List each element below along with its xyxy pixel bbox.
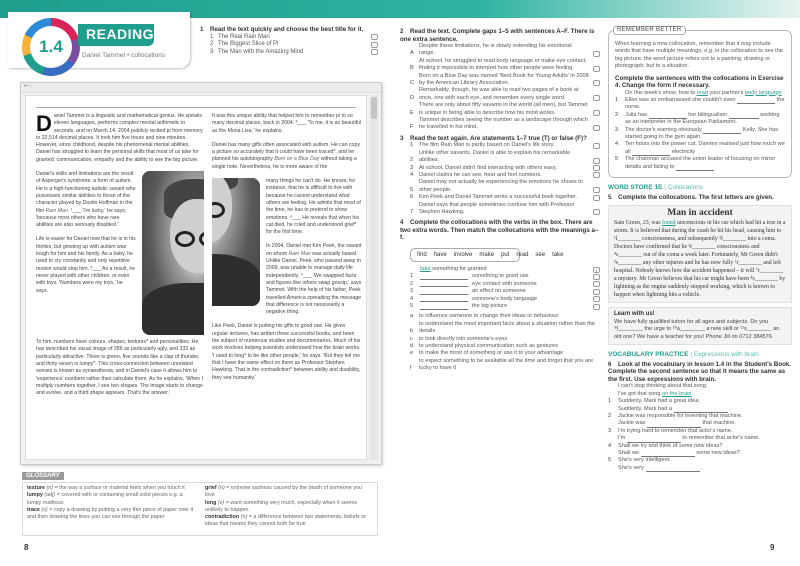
statement-text: At school, Daniel didn't find interacting with others easy.	[419, 164, 557, 171]
true-false-statement	[410, 179, 600, 194]
answer-checkbox[interactable]	[593, 125, 600, 131]
daniel-tammet-photo	[142, 171, 204, 335]
meaning-letter: a	[410, 313, 414, 320]
glossary-entry	[27, 507, 195, 522]
sentence-option	[410, 43, 600, 58]
paragraph-6: Daniel has many gifts often associated with autism. He can copy a picture so accurately that it could have been traced*, and he planned his autobiography	[212, 141, 360, 163]
glossary-definition: = copy a drawing by putting a very thin piece of paper over it and then drawing the lines you can see through the paper	[27, 506, 194, 521]
collocation-text: an effect on someone	[472, 288, 526, 295]
option-text: The Man with the Amazing Mind	[218, 48, 304, 55]
item-number: 3	[410, 288, 414, 295]
lesson-header	[8, 12, 190, 68]
exercise-3-instruction: 3 Read the text again. Are statements 1–7 true (T) or false (F)?	[400, 134, 587, 142]
paragraph-2: Daniel's skills and limitations are the result of Asperger's syndrome, a form of autism. He is a high-functioning autistic savant who possesses similar abilities to those of the character played by Dustin Hoffman in the film	[36, 171, 136, 214]
answer-checkbox[interactable]	[593, 66, 600, 72]
true-false-statement	[410, 165, 600, 172]
second-sentence	[618, 406, 731, 413]
exercise-1-instruction: 1 Read the text quickly and choose the best title for it.	[200, 26, 364, 33]
remember-instruction: Complete the sentences with the collocations in Exercise 4. Change the form if necessary.	[615, 74, 784, 90]
match-box[interactable]	[593, 304, 600, 310]
sentence-part: Kelly. She has started going to the gym again.	[625, 126, 779, 141]
collocation-text: the big picture	[472, 302, 508, 309]
daniel-tammet-photo-right-half	[212, 178, 260, 306]
sentence-option	[410, 102, 600, 117]
collocation-item	[410, 273, 600, 280]
title-option	[210, 49, 378, 57]
meaning-text: to understand physical communication such as gestures	[419, 343, 558, 349]
option-number: 2	[210, 41, 214, 47]
glossary-definition: = want something very much, especially when it seems unlikely to happen	[205, 499, 358, 513]
glossary-definition: = extreme sadness caused by the death of someone you love	[205, 485, 362, 499]
answer-checkbox[interactable]	[593, 195, 600, 201]
meaning-text: to expect something to be available all the time and forget that you are lucky to have it	[419, 357, 594, 372]
sentence-part: working as an interpreter in the European Parliament.	[625, 111, 780, 126]
remember-example: On this week's show, how to read your partner's body language	[625, 89, 782, 96]
paragraph-6-end: many things he can't do. He knows, for instance, that he is difficult to live with because he cannot understand what others are feeling. He admits that most of the time, he has to pretend to show emotions. ⁴___ He reveals that when his cat died, he cried and understood grief* for the first time.	[266, 178, 361, 236]
exercises-column	[400, 26, 600, 373]
glossary-entry	[205, 500, 373, 515]
second-sentence	[618, 450, 740, 457]
option-number: 1	[210, 33, 214, 40]
rewrite-text	[618, 443, 740, 458]
sentence-text: Born on a Blue Day was named 'Best Book for Young Adults' in 2008 by the American Library Association.	[419, 72, 589, 87]
sentence-text: Despite these limitations, he is slowly extending his emotional range.	[419, 43, 572, 57]
news-article	[608, 205, 792, 303]
film-title: Rain Man	[45, 207, 68, 214]
statement-number: 2	[410, 157, 414, 164]
item-number: 2	[410, 280, 414, 287]
meaning-item	[410, 343, 600, 350]
sentence-letter: A	[410, 50, 414, 57]
answer-blank[interactable]	[420, 274, 468, 280]
rewrite-text	[618, 413, 743, 428]
exercise-4-example	[410, 266, 600, 273]
exercise-1	[200, 26, 378, 56]
rewrite-item	[608, 413, 792, 428]
section-label: READING	[78, 24, 154, 46]
sentence-item	[615, 112, 785, 127]
sentence-part: Suddenly, Mark had a	[618, 405, 673, 412]
box-word: see	[535, 251, 546, 258]
collocation-text: eye contact with someone	[472, 280, 537, 287]
collocation-item	[410, 303, 600, 310]
paragraph-4: To him, numbers have colours, shapes, textures* and personalities. He has described his visual image of 289 as particularly ugly, and 333 as particularly attractive. Three is green, five sounds like a clap of thunder, and thirty-seven is lumpy*. This cross-connection between unrelated senses is known as synaesthesia, and in Daniel's case it allows him to 'experience' numbers rather than calculate them. As he explains, 'When I multiply numbers together, I see two shapes. The image starts to change and evolve, and a third shape appears. That's the answer.'	[36, 339, 204, 397]
sentence-letter: F	[410, 124, 414, 131]
answer-blank[interactable]	[420, 304, 468, 310]
sentence-part: The doctor's warning obviously	[625, 126, 702, 133]
option-text: The Biggest Slice of Pi	[218, 41, 279, 47]
answer-checkbox[interactable]	[593, 172, 600, 178]
match-box[interactable]	[593, 289, 600, 295]
rewrite-item	[608, 457, 792, 472]
answer-checkbox[interactable]	[371, 42, 378, 48]
sentence-part: her bilingualism	[688, 111, 728, 118]
sentence-part: some new ideas?	[696, 449, 740, 456]
sentence-part: the nurse.	[625, 97, 785, 111]
statement-number: 6	[410, 194, 414, 201]
sentence-text	[625, 156, 785, 171]
statement-number: 5	[410, 186, 414, 193]
answer-checkbox[interactable]	[593, 158, 600, 164]
paragraph-8: Like Peek, Daniel is putting his gifts to good use. He gives regular lectures, has written three successful books, and been the subject of numerous studies and documentaries. Much of his work involves helping scientists understand how the brain works. 'I used to long* to be like other people,' he says. 'But they tell me that I have the same effect on them as Professor Stephen Hawking. That in the contradiction* between ability and disability, they see humanity.'	[212, 323, 361, 381]
glossary-pos: (n)	[218, 485, 225, 491]
meaning-letter: e	[410, 350, 414, 357]
paragraph-5: It was this unique ability that helped him to remember pi to so many decimal places, back in 2004. ³___ 'To me, it is as beautiful as the Mona Lisa,' he explains.	[212, 113, 362, 134]
item-number: 2	[608, 412, 612, 419]
meaning-text: to look directly into someone's eyes	[419, 335, 508, 342]
sentence-part: Ten hours into the power cut, Damien realised just how much we all	[625, 141, 785, 155]
right-column	[608, 26, 792, 472]
sentence-letter: D	[410, 94, 415, 101]
title-option	[210, 41, 378, 49]
advert-box	[608, 307, 792, 345]
window-controls[interactable]: ●○○	[21, 83, 381, 93]
glossary-word: contradiction	[205, 514, 240, 521]
news-headline: Man in accident	[667, 208, 733, 218]
glossary	[22, 482, 378, 536]
exercise-6-instruction: 6 Look at the vocabulary in lesson 1.4 in the Student's Book. Complete the second sentence so that it means the same as the first. Use expressions with brain.	[608, 360, 792, 383]
answer-blank[interactable]	[646, 466, 700, 472]
glossary-pos: (n)	[240, 514, 248, 521]
example-answer: take	[420, 265, 431, 272]
lesson-badge	[22, 18, 80, 76]
option-number: 3	[210, 48, 214, 55]
first-sentence: She's very intelligent.	[618, 457, 671, 464]
page-number-right: 9	[770, 543, 775, 552]
sentence-item	[615, 141, 785, 156]
sentence-part: .	[701, 464, 703, 471]
example-match-box: f	[593, 267, 600, 273]
glossary-label: GLOSSARY	[22, 472, 64, 480]
true-false-statement	[410, 150, 600, 165]
glossary-pos: (v)	[217, 499, 225, 506]
sentence-part: Shall we	[618, 449, 640, 456]
paragraph-7: In 2004, Daniel met Kim Peek, the savant on whom	[266, 243, 362, 257]
sentence-part: The chairman accused the union leader of focusing on minor details and failing to	[625, 156, 776, 170]
item-number: 2	[615, 111, 619, 118]
glossary-word: grief	[205, 485, 217, 491]
sentence-part: that machine.	[702, 420, 737, 427]
film-title-2: Rain Man	[288, 250, 311, 257]
answer-checkbox[interactable]	[371, 49, 378, 55]
sentence-text: Tammet describes seeing the number as a landscape through which he travelled in his mind.	[419, 117, 588, 131]
box-word: put	[501, 251, 510, 258]
glossary-definition: = covered with or containing small solid pieces e.g. a lumpy mattress	[27, 492, 183, 506]
divider	[36, 107, 356, 108]
first-sentence: Shall we try and think of some new ideas?	[618, 442, 723, 449]
sentence-text	[625, 97, 785, 112]
match-box[interactable]	[593, 296, 600, 302]
answer-checkbox[interactable]	[593, 110, 600, 116]
glossary-word: long	[205, 499, 217, 506]
first-sentence: Suddenly, Mark had a great idea.	[618, 398, 700, 405]
rewrite-item	[608, 443, 792, 458]
sentence-option	[410, 73, 600, 88]
scrollbar-thumb[interactable]	[371, 97, 377, 119]
glossary-pos: (v)	[41, 506, 48, 513]
statement-text: The film Rain Man is partly based on Daniel's life story.	[419, 142, 555, 149]
paragraph-1: aniel Tammet is a linguistic and mathematical genius. He speaks eleven languages, performs complex mental arithmetic in seconds, and on March 14, 2004 publicly recited pi from memory to 22,514 decimal places. It took him five hours and nine minutes. However, since childhood, despite his phenomenal mental abilities, Daniel has struggled to learn the personal skills that most of us take for granted: communication, empathy and the ability to see the big picture.	[36, 113, 203, 163]
article-col-right	[212, 113, 362, 389]
remember-better-label: REMEMBER BETTER	[613, 26, 686, 35]
collocation-item	[410, 288, 600, 295]
answer-checkbox[interactable]	[371, 34, 378, 40]
true-false-statement	[410, 202, 600, 217]
rewrite-item	[608, 428, 792, 443]
answer-blank[interactable]	[420, 281, 468, 287]
box-word: read	[516, 251, 529, 258]
match-box[interactable]	[593, 281, 600, 287]
answer-blank[interactable]	[737, 98, 775, 104]
second-sentence	[618, 465, 703, 472]
statement-text: Unlike other savants, Daniel is able to explain his remarkable abilities.	[419, 149, 571, 164]
sentence-part: Ellen was so embarrassed she couldn't even	[625, 97, 736, 104]
item-number: 5	[608, 457, 612, 464]
exercise-2-instruction: 2 Read the text. Complete gaps 1–5 with sentences A–F. There is one extra sentence.	[400, 28, 595, 43]
article-window	[20, 82, 382, 465]
meaning-letter: c	[410, 335, 413, 342]
sentence-letter: E	[410, 109, 414, 116]
rewrite-item	[608, 398, 792, 413]
statement-number: 7	[410, 209, 414, 216]
article-body	[25, 95, 367, 460]
sentence-option	[410, 87, 600, 102]
sentence-part: Julia has	[625, 111, 648, 118]
collocation-text: something to good use	[472, 273, 529, 280]
sentence-part: .	[729, 405, 731, 412]
glossary-entry	[27, 492, 195, 507]
sentence-option	[410, 117, 600, 132]
answer-blank[interactable]	[703, 128, 741, 134]
page-number-left: 8	[24, 543, 29, 552]
meaning-item	[410, 313, 600, 320]
article-col-left	[36, 113, 204, 404]
statement-text: Daniel may not actually be experiencing the emotions he shows to other people.	[419, 179, 583, 193]
collocation-text: someone's body language	[472, 295, 538, 302]
remember-better-text: When learning a new collocation, remember that it may include words that have multiple meanings, e.g. in the collocation to see the big picture, the word picture refers not to a painting, drawing or photograph, but to a situation.	[615, 41, 783, 70]
advert-title: Learn with us!	[614, 311, 655, 317]
vocab-practice-title: VOCABULARY PRACTICE | Expressions with brain	[608, 351, 759, 359]
lesson-number: 1.4	[30, 26, 72, 68]
statement-number: 4	[410, 172, 414, 178]
remember-better-box	[608, 27, 792, 178]
item-number: 5	[410, 302, 414, 309]
sentence-item	[615, 97, 785, 112]
box-word: have	[433, 251, 447, 258]
sentence-text: Remarkably, though, he was able to read two pages of a book at once, one with each eye, and remember every single word.	[419, 87, 579, 101]
statement-text: Kim Peek and Daniel Tammet wrote a successful book together.	[419, 194, 578, 201]
sentence-text	[625, 112, 785, 127]
glossary-definition: = the way a surface or material feels when you touch it	[54, 485, 185, 491]
box-word: involve	[453, 251, 473, 258]
exercise-4-instruction: 4 Complete the collocations with the verbs in the box. There are two extra words. Then match the collocations with the meanings a–f.	[400, 219, 599, 242]
box-word: take	[552, 251, 564, 258]
item-number: 3	[608, 427, 612, 434]
second-sentence	[618, 420, 743, 427]
statement-text: Daniel says that people sometimes confuse him with Professor Stephen Hawking.	[419, 201, 575, 216]
meaning-item	[410, 350, 600, 357]
lesson-subtitle: Daniel Tammet • collocations	[82, 52, 166, 59]
sentence-text: At school, he struggled to read body language or make eye contact, finding it impossible to interpret how other people were feeling.	[419, 57, 587, 72]
match-box[interactable]	[593, 274, 600, 280]
rewrite-text	[618, 457, 703, 472]
title-option	[210, 34, 378, 42]
box-word: make	[479, 251, 495, 258]
glossary-word: texture	[27, 485, 45, 491]
true-false-statement	[410, 194, 600, 201]
meaning-item	[410, 321, 600, 336]
statement-number: 1	[410, 142, 414, 149]
paragraph-6-mid: without taking a single note. Nevertheless, he is more aware of the	[212, 156, 357, 170]
meaning-letter: f	[410, 365, 412, 372]
item-number: 1	[615, 97, 619, 104]
sentence-option	[410, 58, 600, 73]
answer-checkbox[interactable]	[593, 187, 600, 193]
news-text: Sam Green, 23, was found unconscious in his car which had hit a tree in a storm. It is believed that during the crash he hit his head, causing him to ¹l________ consciousness, and subsequently ²f________ into a coma. Doctors have confirmed that he ³r________ consciousness and ⁴c________ out of the coma a week later. Fortunately, Mr Green didn't ⁵s________ any other injuries and he has now fully ⁶r________ and left hospital. Nobody knows how the accident happened – it will ⁷r________ a mystery. Mr Green believes that his car might have been ⁸s________ by lightning as the engine suddenly stopped working, which is known to happen when lightning hits a vehicle.	[614, 220, 786, 298]
rewrite-text	[618, 398, 731, 413]
first-sentence: I'm trying hard to remember that actor's name.	[618, 427, 733, 434]
word-store-title: WORD STORE 1E | Collocations	[608, 184, 704, 192]
meaning-item	[410, 336, 600, 343]
exercise-5-instruction: 5 Complete the collocations. The first letters are given.	[608, 193, 774, 201]
word-box	[410, 248, 564, 262]
item-number: 1	[410, 273, 414, 280]
sentence-part: I'm	[618, 435, 626, 442]
glossary-word: trace	[27, 506, 40, 513]
meaning-letter: d	[410, 343, 414, 349]
book-title: Born on a Blue Day	[274, 156, 320, 163]
glossary-entry	[205, 485, 373, 500]
item-number: 5	[615, 156, 619, 163]
dropcap: D	[36, 111, 52, 136]
collocation-item	[410, 281, 600, 288]
item-number: 4	[608, 442, 612, 449]
sentence-part: electricity	[671, 148, 696, 155]
glossary-pos: (adj)	[44, 492, 56, 499]
answer-checkbox[interactable]	[593, 143, 600, 149]
paragraph-2-end: . ¹___ 'I'm lucky,' he says, 'because most others who have rare abilities are also seriously disabled.'	[36, 207, 127, 229]
second-sentence	[618, 435, 760, 442]
answer-checkbox[interactable]	[593, 95, 600, 101]
paragraph-3: Life is easier for Daniel now that he is in his thirties, but growing up with autism was tough for him and his family. As a baby, he used to cry constantly and only repetitive motion would stop him. ²___ As a result, he never played with other children, or even with toys. 'Numbers were my toys,' he says.	[36, 236, 136, 294]
item-number: 1	[608, 398, 612, 405]
sentence-letter: B	[410, 65, 414, 72]
scrollbar[interactable]	[370, 95, 378, 460]
paragraph-7-end: was actually based. Unlike Daniel, Peek, who passed away in 2009, was unable to manage daily life independently. ⁵___ 'We swapped facts and figures like others swap gossip,' says Tammet. With the help of his father, Peek travelled America spreading the message that difference is not necessarily a negative thing.	[266, 250, 362, 316]
statement-text: Daniel claims he can see, hear and feel numbers.	[419, 172, 542, 178]
sentence-part: Jackie was	[618, 420, 646, 427]
box-word: find	[417, 251, 427, 258]
sentence-part: to remember that actor's name.	[682, 435, 760, 442]
example-text: something for granted	[432, 265, 487, 272]
sentence-text: There are only about fifty savants in the world (all men), but Tammet is unique in being able to describe how his mind works.	[419, 102, 588, 116]
item-number: 4	[410, 295, 414, 302]
glossary-entry	[205, 514, 373, 529]
sentence-part: She's very	[618, 464, 644, 471]
sentence-item	[615, 127, 785, 142]
option-text: The Real Rain Man	[218, 33, 270, 40]
answer-checkbox[interactable]	[593, 209, 600, 215]
answer-blank[interactable]	[420, 289, 468, 295]
item-number: 4	[615, 141, 619, 148]
collocation-item	[410, 296, 600, 303]
glossary-word: lumpy	[27, 492, 43, 499]
statement-number: 3	[410, 164, 414, 171]
answer-checkbox[interactable]	[593, 80, 600, 86]
sentence-text	[625, 141, 785, 156]
glossary-entry	[27, 485, 195, 492]
advert-text: We have fully qualified tutors for all ages and subjects. Do you ⁹f________ the urge to ¹⁰a________ a new skill or ¹¹s________ an old one? We have a teacher for you! Phone Jill on 0712 384576.	[614, 318, 780, 340]
sentence-item	[615, 156, 785, 171]
answer-blank[interactable]	[676, 165, 714, 171]
vocab-example: I can't stop thinking about that song. I've got that song on the brain.	[618, 383, 708, 397]
meaning-text: to influence someone to change their ideas or behaviour	[419, 313, 559, 320]
rewrite-text	[618, 428, 760, 443]
item-number: 3	[615, 126, 619, 133]
answer-checkbox[interactable]	[593, 165, 600, 171]
answer-checkbox[interactable]	[593, 51, 600, 57]
sentence-letter: C	[410, 80, 415, 87]
meaning-text: to make the most of something or use it to your advantage	[419, 350, 564, 357]
true-false-statement	[410, 172, 600, 179]
glossary-definition: = a difference between two statements, beliefs or ideas that means they cannot both be true	[205, 514, 366, 528]
meaning-text: to understand the most important facts about a situation rather than the details	[419, 320, 595, 335]
first-sentence: Jackie was responsible for inventing that machine.	[618, 412, 743, 419]
answer-blank[interactable]	[420, 296, 468, 302]
sentence-text	[625, 127, 785, 142]
meaning-letter: b	[410, 328, 414, 335]
meaning-item	[410, 358, 600, 373]
glossary-pos: (n)	[46, 485, 54, 491]
true-false-statement	[410, 142, 600, 149]
